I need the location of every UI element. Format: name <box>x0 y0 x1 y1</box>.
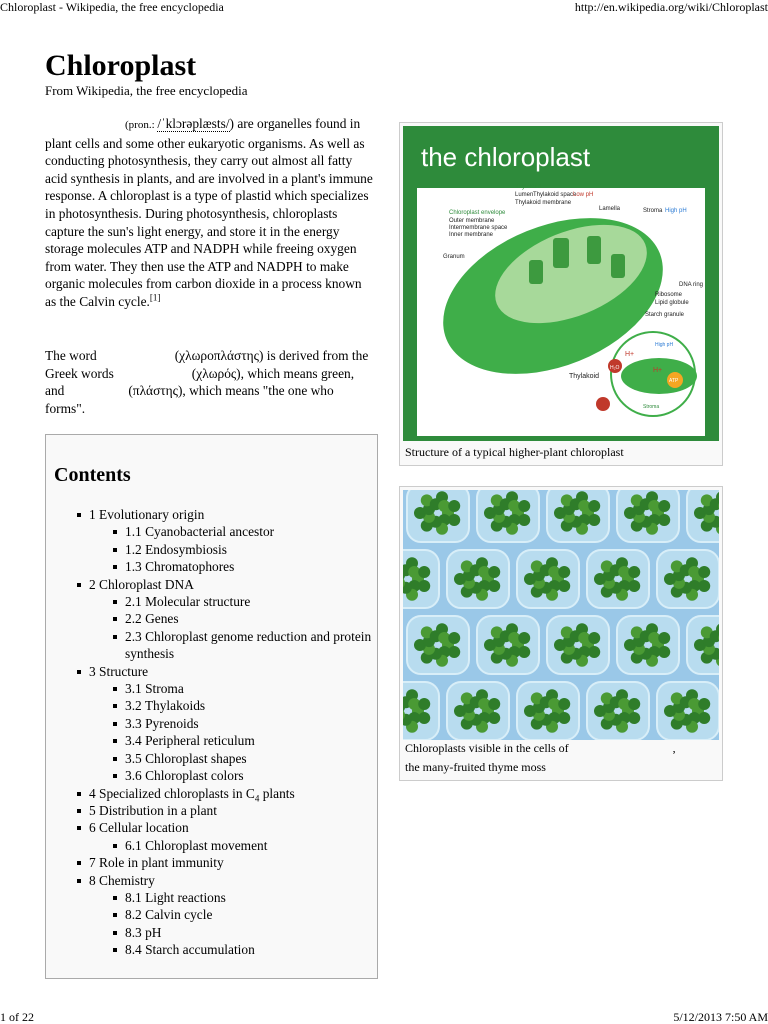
label-granum: Granum <box>443 254 465 260</box>
etymology-text-2: (χλωροπλάστης) is derived from the Greek words <box>45 348 369 381</box>
label-dna-ring: DNA ring <box>679 282 704 288</box>
toc-link[interactable]: 2.1 Molecular structure <box>125 594 251 610</box>
toc-item-3-4[interactable] <box>113 732 372 749</box>
toc-link[interactable]: 8.3 pH <box>125 924 162 940</box>
chloroplast-dot <box>418 698 430 710</box>
chloroplast-dot <box>588 632 600 644</box>
toc-link[interactable]: 6.1 Chloroplast movement <box>125 837 268 853</box>
toc-item-3-3[interactable] <box>113 715 372 732</box>
toc-link[interactable]: 6 Cellular location <box>89 820 189 836</box>
toc-item-2-2[interactable] <box>113 610 372 627</box>
chloroplast-dot <box>658 632 670 644</box>
toc-item-3-6[interactable] <box>113 767 372 784</box>
toc-item-8-1[interactable] <box>113 889 372 906</box>
label-thylakoid: Thylakoid <box>515 184 541 190</box>
granum-stack <box>587 236 601 264</box>
toc-link-suffix[interactable]: plants <box>259 785 295 801</box>
figure1-caption: Structure of a typical higher-plant chloroplast <box>405 445 624 459</box>
toc-link[interactable]: 3.1 Stroma <box>125 681 184 697</box>
chloroplast-dot <box>558 698 570 710</box>
toc-title: Contents <box>54 464 131 486</box>
print-url[interactable]: http://en.wikipedia.org/wiki/Chloroplast <box>574 0 768 14</box>
label-envelope: Chloroplast envelope <box>449 210 506 216</box>
print-page-title: Chloroplast - Wikipedia, the free encyclopedia <box>0 0 224 14</box>
chloroplast-dot <box>518 632 530 644</box>
toc-link[interactable]: 2 Chloroplast DNA <box>89 576 194 592</box>
chloroplast-dot <box>448 500 460 512</box>
toc-item-3-2[interactable] <box>113 697 372 714</box>
ipa-pronunciation[interactable]: /ˈklɔrəplæsts/ <box>157 116 230 131</box>
granum-stack <box>553 238 569 268</box>
figure-chloroplast-diagram <box>399 122 723 466</box>
label-high-ph: High pH <box>665 208 687 214</box>
chloroplast-dot <box>658 500 670 512</box>
toc-link[interactable]: 8.2 Calvin cycle <box>125 907 213 923</box>
toc-list <box>77 506 372 959</box>
print-header <box>0 0 768 16</box>
toc-item-3-1[interactable] <box>113 680 372 697</box>
toc-item-2-1[interactable] <box>113 593 372 610</box>
chloroplast-dot <box>698 698 710 710</box>
toc-item-1[interactable] <box>77 506 372 576</box>
chloroplast-dot <box>628 698 640 710</box>
toc-link[interactable]: 2.3 Chloroplast genome reduction and protein synthesis <box>125 628 372 662</box>
chloroplast-dot <box>558 566 570 578</box>
toc-item-1-2[interactable] <box>113 541 372 558</box>
toc-link[interactable]: 1.1 Cyanobacterial ancestor <box>125 524 275 540</box>
toc-link[interactable]: 3 Structure <box>89 663 149 679</box>
inset-label-atp: ATP <box>669 378 679 384</box>
print-footer <box>0 1006 768 1022</box>
inset-thylakoid <box>621 358 697 394</box>
label-thylakoid-membrane: Thylakoid membrane <box>515 200 572 206</box>
toc-item-1-1[interactable] <box>113 523 372 540</box>
chloroplast-dot <box>588 500 600 512</box>
label-low-ph: Low pH <box>573 192 594 198</box>
diagram-heading: the chloroplast <box>421 142 591 172</box>
inset-label-thylakoid: Thylakoid <box>569 373 599 380</box>
toc-item-2-3[interactable] <box>113 628 372 663</box>
chloroplast-dot <box>698 566 710 578</box>
toc-link[interactable]: 3.4 Peripheral reticulum <box>125 733 255 749</box>
table-of-contents <box>45 434 378 979</box>
toc-item-1-3[interactable] <box>113 558 372 575</box>
toc-item-6-1[interactable] <box>113 837 372 854</box>
pronunciation-label[interactable]: (pron.: <box>125 119 158 131</box>
toc-link[interactable]: 3.5 Chloroplast shapes <box>125 750 247 766</box>
chloroplast-dot <box>448 632 460 644</box>
label-thylakoid-space: Thylakoid space <box>533 192 577 198</box>
caption-comma: , <box>672 741 676 755</box>
chloroplast-diagram-image[interactable] <box>403 126 719 441</box>
chloroplast-dot <box>628 566 640 578</box>
toc-link[interactable]: 5 Distribution in a plant <box>89 802 217 818</box>
label-ribosome: Ribosome <box>655 292 683 298</box>
etymology-paragraph <box>45 347 375 417</box>
figure-moss-cells <box>399 486 723 781</box>
toc-item-5[interactable] <box>77 802 372 819</box>
toc-link[interactable]: 2.2 Genes <box>125 611 179 627</box>
toc-link[interactable]: 1.3 Chromatophores <box>125 559 235 575</box>
label-intermembrane-space: Intermembrane space <box>449 225 508 231</box>
etymology-text-4: (πλάστης), which means "the one who forms". <box>45 383 334 416</box>
caption-text-b[interactable]: the many-fruited thyme moss <box>405 760 546 774</box>
caption-text-a: Chloroplasts visible in the cells of <box>405 741 569 755</box>
toc-link[interactable]: 8.1 Light reactions <box>125 889 226 905</box>
moss-cells-svg <box>403 490 719 740</box>
page-count: 1 of 22 <box>0 1010 34 1024</box>
figure2-caption <box>405 739 717 777</box>
etymology-text-1: The word <box>45 348 97 363</box>
chloroplast-dot <box>418 566 430 578</box>
oxygen-molecule <box>596 397 610 411</box>
granum-stack <box>611 254 625 278</box>
inset-label-hplus-1: H+ <box>625 351 635 358</box>
page-title: Chloroplast <box>45 49 197 82</box>
toc-item-3[interactable] <box>77 663 372 785</box>
moss-cells-image[interactable] <box>403 490 719 740</box>
print-timestamp: 5/12/2013 7:50 AM <box>673 1010 768 1024</box>
toc-link[interactable]: 8 Chemistry <box>89 872 155 888</box>
toc-link[interactable]: 3.3 Pyrenoids <box>125 715 199 731</box>
label-starch-granule: Starch granule <box>645 312 685 318</box>
toc-item-7[interactable] <box>77 854 372 871</box>
etymology-text-3: (χλωρός), which means green, and <box>45 365 355 399</box>
chloroplast-dot <box>488 566 500 578</box>
toc-item-8-4[interactable] <box>113 941 372 958</box>
reference-link[interactable]: [1] <box>149 292 161 303</box>
toc-item-8-2[interactable] <box>113 906 372 923</box>
granum-stack <box>529 260 543 284</box>
toc-link[interactable]: 3.6 Chloroplast colors <box>125 768 244 784</box>
label-inner-membrane: Inner membrane <box>449 232 494 238</box>
toc-link[interactable]: 8.4 Starch accumulation <box>125 942 255 958</box>
toc-item-2[interactable] <box>77 576 372 663</box>
toc-link[interactable]: 4 Specialized chloroplasts in C <box>89 785 255 801</box>
inset-label-h2o: H₂O <box>610 365 620 371</box>
toc-item-4[interactable] <box>77 785 372 802</box>
intro-text: ) are organelles found in plant cells and some other eukaryotic organisms. As well as conducting photosynthesis, they carry out almost all fatty acid synthesis in plants, and are involved in a plant's immune response. A chloroplast is a type of plastid which specializes in photosynthesis. During photosynthesis, chloroplasts capture the sun's light energy, and store it in the energy storage molecules ATP and NADPH while freeing oxygen from water. They then use the ATP and NADPH to make organic molecules from carbon dioxide in a process known as the Calvin cycle. <box>45 116 373 309</box>
label-lumen: Lumen <box>515 192 534 198</box>
chloroplast-diagram-svg <box>403 126 719 441</box>
toc-item-3-5[interactable] <box>113 750 372 767</box>
inset-label-hplus-2: H+ <box>653 367 663 374</box>
toc-link[interactable]: 1 Evolutionary origin <box>89 507 205 522</box>
label-lipid-globule: Lipid globule <box>655 300 689 306</box>
site-tagline: From Wikipedia, the free encyclopedia <box>45 83 248 98</box>
toc-item-8-3[interactable] <box>113 924 372 941</box>
label-stroma: Stroma <box>643 208 663 214</box>
label-lamella: Lamella <box>599 206 621 212</box>
toc-subscript: 4 <box>254 793 260 804</box>
toc-link[interactable]: 7 Role in plant immunity <box>89 855 224 871</box>
toc-item-6[interactable] <box>77 819 372 854</box>
intro-paragraph <box>45 115 375 311</box>
toc-link[interactable]: 3.2 Thylakoids <box>125 698 206 714</box>
toc-link[interactable]: 1.2 Endosymbiosis <box>125 541 227 557</box>
label-outer-membrane: Outer membrane <box>449 218 495 224</box>
toc-item-8[interactable] <box>77 872 372 959</box>
inset-label-high-ph: High pH <box>655 342 674 348</box>
inset-label-stroma: Stroma <box>643 404 660 410</box>
chloroplast-dot <box>518 500 530 512</box>
chloroplast-dot <box>488 698 500 710</box>
